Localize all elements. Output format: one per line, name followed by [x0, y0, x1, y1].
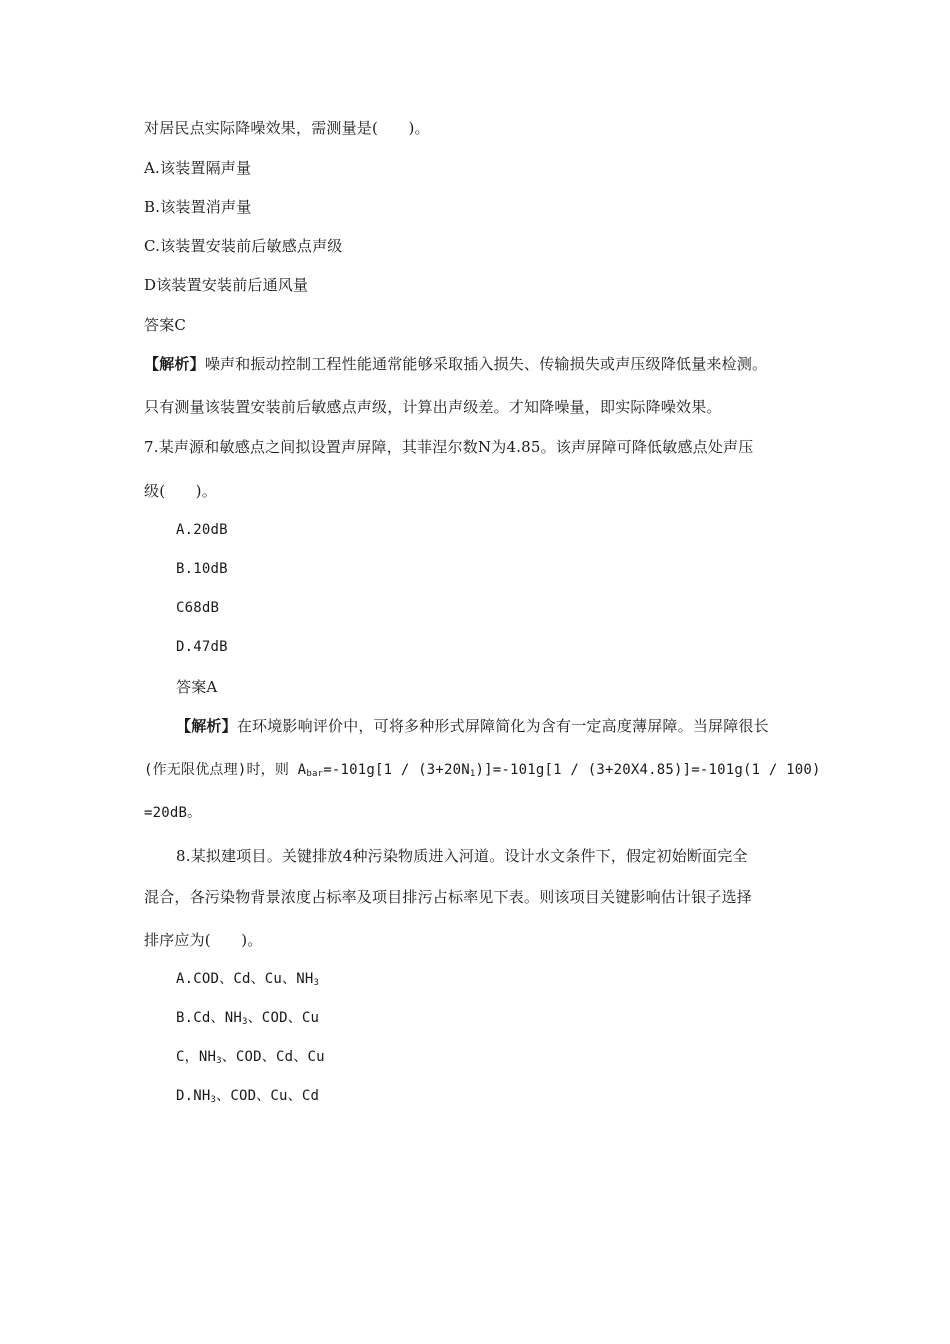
q6-analysis-line-1 [144, 354, 767, 374]
q8-option-d-text-2: 、COD、Cu、Cd [216, 1088, 320, 1104]
q8-option-c-text-1: C，NH [176, 1049, 217, 1065]
q8-option-d-sub: 3 [210, 1095, 217, 1105]
q8-stem-line-2: 混合，各污染物背景浓度占标率及项目排污占标率见下表。则该项目关键影响估计银子选择 [144, 888, 753, 906]
q8-option-b [176, 1008, 319, 1032]
q8-stem-line-3: 排序应为( )。 [144, 931, 263, 949]
q7-analysis-tag: 【解析】 [176, 717, 237, 735]
q6-answer: 答案C [144, 316, 187, 334]
q8-option-b-text-1: B.Cd、NH [176, 1010, 242, 1026]
q7-analysis-formula [144, 760, 821, 784]
q6-stem: 对居民点实际降噪效果，需测量是( )。 [144, 119, 430, 137]
q8-option-b-sub: 3 [241, 1017, 248, 1027]
q7-option-a: A.20dB [176, 522, 228, 538]
q6-option-b: B.该装置消声量 [144, 198, 252, 216]
q7-stem-line-1: 7.某声源和敏感点之间拟设置声屏障，其菲涅尔数N为4.85。该声屏障可降低敏感点处声压 [144, 438, 754, 456]
q7-analysis-text-1: 在环境影响评价中，可将多种形式屏障简化为含有一定高度薄屏障。当屏障很长 [236, 717, 769, 735]
q8-option-d [176, 1086, 319, 1110]
q8-option-c-text-2: 、COD、Cd、Cu [221, 1049, 325, 1065]
q7-option-c: C68dB [176, 600, 220, 616]
q6-analysis-line-2: 只有测量该装置安装前后敏感点声级，计算出声级差。才知降噪量，即实际降噪效果。 [144, 398, 722, 416]
q7-formula-part-c: )]=-101g[1 / (3+20X4.85)]=-101g(1 / 100) [475, 762, 821, 778]
q8-option-d-text-1: D.NH [176, 1088, 211, 1104]
q8-option-c [176, 1047, 325, 1071]
q8-stem-line-1: 8.某拟建项目。关键排放4种污染物质进入河道。设计水文条件下，假定初始断面完全 [176, 847, 748, 865]
q7-option-b: B.10dB [176, 561, 228, 577]
q8-option-c-sub: 3 [216, 1056, 222, 1066]
q6-analysis-tag: 【解析】 [144, 355, 205, 373]
q7-stem-line-2: 级( )。 [144, 482, 217, 500]
q7-answer: 答案A [176, 678, 218, 696]
q7-formula-part-a: (作无限优点理)时，则 A [144, 762, 307, 778]
q6-analysis-text-1: 噪声和振动控制工程性能通常能够采取插入损失、传输损失或声压级降低量来检测。 [204, 355, 768, 373]
q7-formula-part-b: =-101g[1 / (3+20N [323, 762, 470, 778]
q7-formula-sub-bar: bar [306, 769, 324, 779]
q6-option-c: C.该装置安装前后敏感点声级 [144, 237, 343, 255]
q7-formula-sub-1: 1 [469, 769, 476, 779]
q7-option-d: D.47dB [176, 639, 228, 655]
q8-option-a [176, 969, 319, 993]
q7-analysis-result: =20dB。 [144, 805, 202, 821]
q8-option-a-text: A.COD、Cd、Cu、NH [176, 971, 314, 987]
q8-option-a-sub: 3 [313, 978, 320, 988]
q6-option-a: A.该装置隔声量 [144, 159, 252, 177]
q8-option-b-text-2: 、COD、Cu [247, 1010, 320, 1026]
q6-option-d: D该装置安装前后通风量 [144, 276, 309, 294]
q7-analysis-line-1 [144, 716, 769, 736]
